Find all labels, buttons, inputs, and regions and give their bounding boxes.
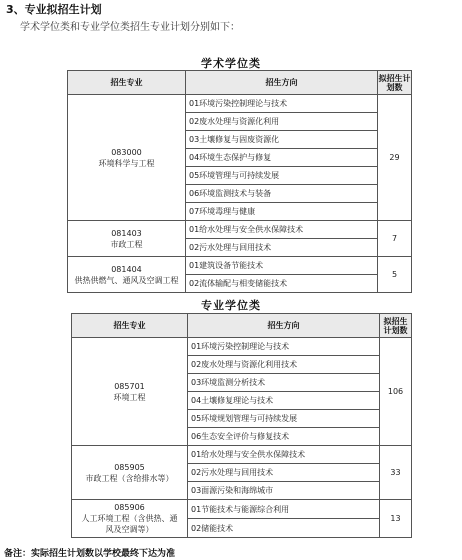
professional-header-plan: 拟招生计划数	[380, 314, 412, 338]
professional-header-direction: 招生方向	[188, 314, 380, 338]
direction-cell: 02储能技术	[188, 519, 380, 538]
direction-cell: 01环境污染控制理论与技术	[186, 95, 378, 113]
direction-cell: 07环境毒理与健康	[186, 203, 378, 221]
plan-count: 13	[380, 500, 412, 538]
professional-major-085701	[72, 338, 188, 446]
major-name: 市政工程（含给排水等）	[85, 473, 174, 483]
direction-cell: 01给水处理与安全供水保障技术	[188, 446, 380, 464]
academic-major-083000	[68, 95, 186, 221]
major-name: 供热供燃气、通风及空调工程	[74, 275, 179, 285]
academic-header-direction: 招生方向	[186, 71, 378, 95]
major-code: 081403	[111, 228, 142, 238]
major-code: 085905	[114, 462, 145, 472]
academic-table-title: 学术学位类	[201, 57, 261, 70]
major-code: 085701	[114, 381, 145, 391]
direction-cell: 02污水处理与回用技术	[188, 464, 380, 482]
direction-cell: 01环境污染控制理论与技术	[188, 338, 380, 356]
direction-cell: 02流体输配与相变储能技术	[186, 275, 378, 293]
direction-cell: 02废水处理与资源化利用	[186, 113, 378, 131]
plan-count: 106	[380, 338, 412, 446]
direction-cell: 01给水处理与安全供水保障技术	[186, 221, 378, 239]
academic-header-major: 招生专业	[68, 71, 186, 95]
direction-cell: 05环境管理与可持续发展	[186, 167, 378, 185]
direction-cell: 05环境规划管理与可持续发展	[188, 410, 380, 428]
major-name: 市政工程	[110, 239, 143, 249]
plan-count: 5	[378, 257, 412, 293]
direction-cell: 04土壤修复理论与技术	[188, 392, 380, 410]
major-code: 083000	[111, 147, 142, 157]
major-name: 环境科学与工程	[98, 158, 155, 168]
plan-count: 29	[378, 95, 412, 221]
professional-table-title: 专业学位类	[201, 299, 261, 312]
academic-major-081403	[68, 221, 186, 257]
direction-cell: 06生态安全评价与修复技术	[188, 428, 380, 446]
plan-count: 7	[378, 221, 412, 257]
direction-cell: 02污水处理与回用技术	[186, 239, 378, 257]
plan-count: 33	[380, 446, 412, 500]
direction-cell: 03环境监测分析技术	[188, 374, 380, 392]
major-name: 人工环境工程（含供热、通风及空调等）	[81, 514, 178, 534]
major-code: 085906	[114, 503, 145, 512]
intro-text: 学术学位类和专业学位类招生专业计划分别如下：	[20, 22, 240, 33]
direction-cell: 06环境监测技术与装备	[186, 185, 378, 203]
professional-major-085906	[72, 500, 188, 538]
direction-cell: 03土壤修复与固废资源化	[186, 131, 378, 149]
academic-header-plan: 拟招生计划数	[378, 71, 412, 95]
academic-table	[67, 70, 412, 293]
professional-header-major: 招生专业	[72, 314, 188, 338]
professional-major-085905	[72, 446, 188, 500]
footnote: 备注：实际招生计划数以学校最终下达为准	[4, 549, 176, 559]
major-name: 环境工程	[113, 392, 146, 402]
major-code: 081404	[111, 264, 142, 274]
section-heading: 3、专业拟招生计划	[6, 3, 102, 16]
direction-cell: 02废水处理与资源化利用技术	[188, 356, 380, 374]
direction-cell: 04环境生态保护与修复	[186, 149, 378, 167]
academic-major-081404	[68, 257, 186, 293]
professional-table	[71, 313, 412, 538]
direction-cell: 03面源污染和海绵城市	[188, 482, 380, 500]
direction-cell: 01节能技术与能源综合利用	[188, 500, 380, 519]
direction-cell: 01建筑设备节能技术	[186, 257, 378, 275]
